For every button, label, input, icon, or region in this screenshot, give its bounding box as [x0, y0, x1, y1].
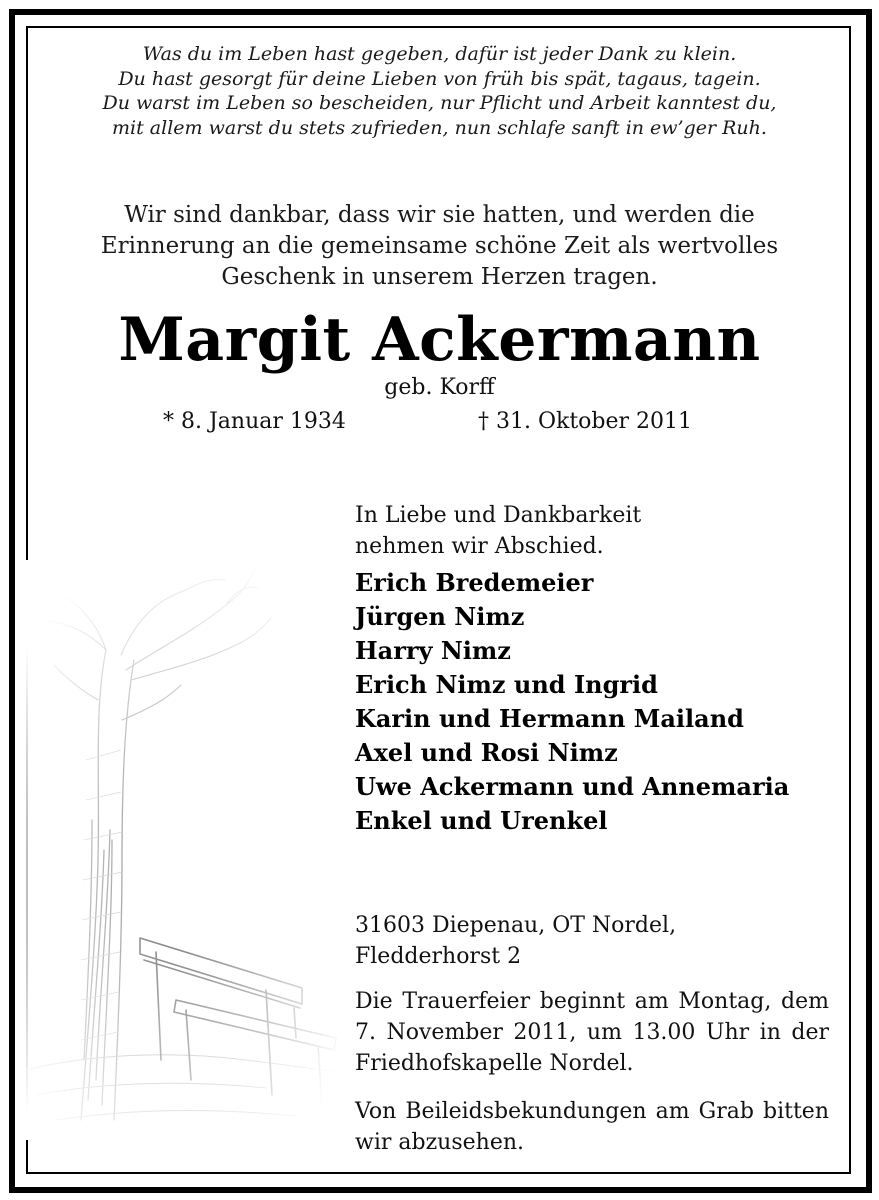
- death-date: † 31. Oktober 2011: [478, 409, 693, 434]
- mourner-name: Uwe Ackermann und Annemaria: [355, 772, 790, 801]
- mourner-list: [355, 566, 789, 838]
- mourner-name: Jürgen Nimz: [355, 602, 525, 631]
- address-line: 31603 Diepenau, OT Nordel,: [355, 913, 677, 938]
- poem-line: Was du im Leben hast gegeben, dafür ist jeder Dank zu klein.: [142, 43, 737, 65]
- poem-line: Du hast gesorgt für deine Lieben von früh bis spät, tagaus, tagein.: [118, 67, 761, 90]
- address: [355, 910, 676, 972]
- mourner-name: Erich Bredemeier: [355, 568, 594, 597]
- address-line: Fledderhorst 2: [355, 944, 522, 969]
- mourner-name: Enkel und Urenkel: [355, 806, 608, 835]
- tree-bench-illustration: [26, 560, 356, 1140]
- farewell-text: [355, 500, 641, 562]
- birth-date: * 8. Januar 1934: [163, 409, 346, 434]
- deceased-name: Margit Ackermann: [118, 305, 761, 375]
- mourner-name: Erich Nimz und Ingrid: [355, 670, 658, 699]
- mourner-name: Harry Nimz: [355, 636, 511, 665]
- gratitude-line: Wir sind dankbar, dass wir sie hatten, und werden die: [124, 202, 755, 228]
- farewell-line: In Liebe und Dankbarkeit: [355, 503, 642, 528]
- poem-line: mit allem warst du stets zufrieden, nun schlafe sanft in ew’ger Ruh.: [112, 116, 767, 139]
- poem-line: Du warst im Leben so bescheiden, nur Pflicht und Arbeit kanntest du,: [102, 92, 777, 114]
- mourner-name: Karin und Hermann Mailand: [355, 704, 744, 733]
- gratitude-text: [26, 200, 853, 293]
- funeral-service-notice: Die Trauerfeier beginnt am Montag, dem 7. November 2011, um 13.00 Uhr in der Friedhofskapelle Nordel.: [355, 989, 829, 1076]
- poem: [26, 42, 853, 140]
- condolence-note: Von Beileidsbekundungen am Grab bitten wir abzusehen.: [355, 1099, 829, 1155]
- gratitude-line: Erinnerung an die gemeinsame schöne Zeit als wertvolles: [100, 233, 779, 259]
- farewell-line: nehmen wir Abschied.: [355, 534, 604, 559]
- gratitude-line: Geschenk in unserem Herzen tragen.: [221, 264, 658, 290]
- birth-name: geb. Korff: [384, 375, 495, 400]
- mourner-name: Axel und Rosi Nimz: [355, 738, 618, 767]
